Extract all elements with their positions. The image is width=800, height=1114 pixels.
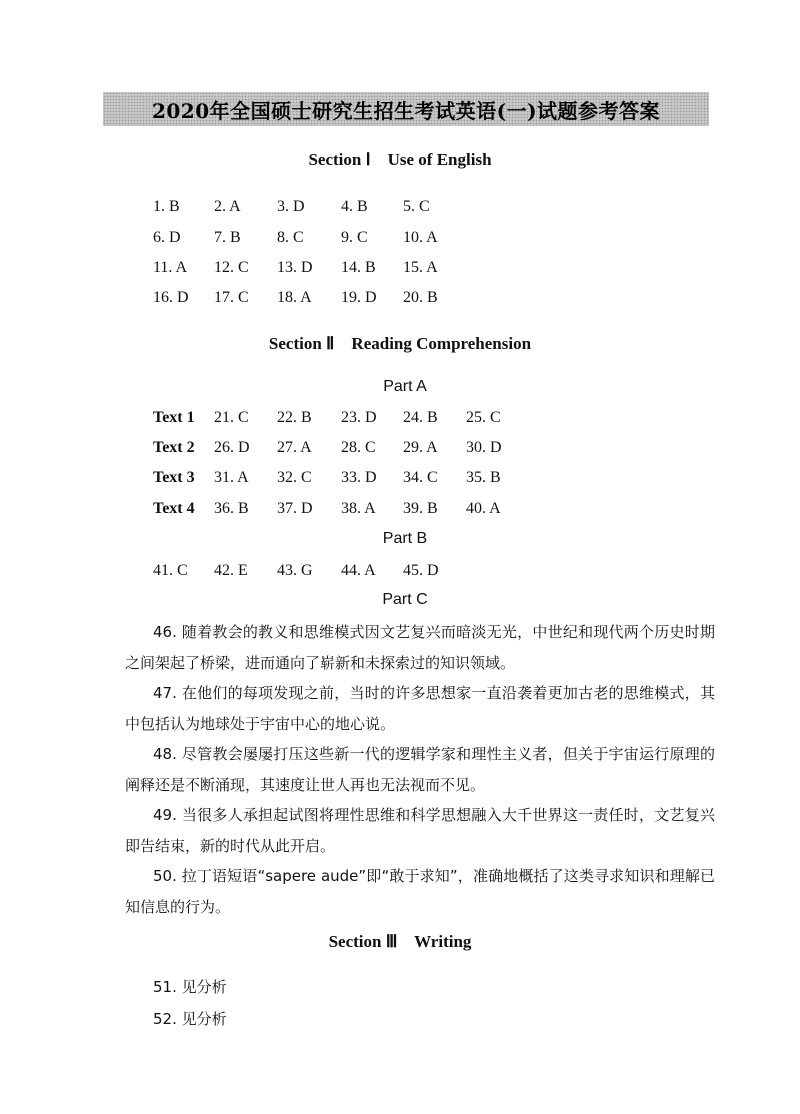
answer: 12. C [214,259,249,276]
translation-paragraph: 46. 随着教会的教义和思维模式因文艺复兴而暗淡无光，中世纪和现代两个历史时期之间架起了桥梁，进而通向了崭新和未探索过的知识领域。 [125,623,715,672]
translation-paragraph: 48. 尽管教会屡屡打压这些新一代的逻辑学家和理性主义者，但关于宇宙运行原理的阐释还是不断涌现，其速度让世人再也无法视而不见。 [125,745,715,794]
answer: 28. C [341,439,376,456]
answer: 26. D [214,439,250,456]
answer: 36. B [214,500,249,517]
answer: 33. D [341,469,377,486]
answer: 39. B [403,500,438,517]
answer: 8. C [277,229,304,246]
answer: 20. B [403,289,438,306]
answer: 30. D [466,439,502,456]
writing-answer: 51. 见分析 [153,978,227,996]
section-2-heading: Section Ⅱ Reading Comprehension [268,334,532,353]
part-a-heading: Part A [383,378,427,395]
answer: 44. A [341,562,376,579]
answer: 45. D [403,562,439,579]
answer: 7. B [214,229,241,246]
answer: 13. D [277,259,313,276]
answer: 2. A [214,198,241,215]
translation-paragraph: 49. 当很多人承担起试图将理性思维和科学思想融入大千世界这一责任时，文艺复兴即告结束，新的时代从此开启。 [125,806,715,855]
text-label: Text 4 [153,500,195,517]
writing-answer: 52. 见分析 [153,1010,227,1028]
answer: 15. A [403,259,438,276]
answer: 19. D [341,289,377,306]
answer: 5. C [403,198,430,215]
answer: 22. B [277,409,312,426]
answer: 16. D [153,289,189,306]
text-label: Text 1 [153,409,195,426]
answer: 34. C [403,469,438,486]
answer: 25. C [466,409,501,426]
translation-paragraph: 47. 在他们的每项发现之前，当时的许多思想家一直沿袭着更加古老的思维模式，其中包括认为地球处于宇宙中心的地心说。 [125,684,715,733]
text-label: Text 2 [153,439,195,456]
answer: 6. D [153,229,181,246]
translation-paragraph: 50. 拉丁语短语“sapere aude”即“敢于求知”，准确地概括了这类寻求知识和理解已知信息的行为。 [125,867,715,916]
answer: 3. D [277,198,305,215]
section-3-heading: Section Ⅲ Writing [328,932,472,951]
part-b-heading: Part B [382,530,428,547]
answer: 24. B [403,409,438,426]
answer: 9. C [341,229,368,246]
answer: 1. B [153,198,180,215]
answer: 35. B [466,469,501,486]
answer: 40. A [466,500,501,517]
answer: 29. A [403,439,438,456]
answer: 10. A [403,229,438,246]
answer: 43. G [277,562,313,579]
answer: 27. A [277,439,312,456]
answer: 42. E [214,562,248,579]
answer: 18. A [277,289,312,306]
answer: 38. A [341,500,376,517]
section-1-heading: Section Ⅰ Use of English [308,150,492,169]
answer: 21. C [214,409,249,426]
answer: 4. B [341,198,368,215]
answer: 23. D [341,409,377,426]
text-label: Text 3 [153,469,195,486]
answer: 11. A [153,259,188,276]
answer: 32. C [277,469,312,486]
answer: 17. C [214,289,249,306]
answer: 14. B [341,259,376,276]
answer: 37. D [277,500,313,517]
answer: 31. A [214,469,249,486]
page-title: 2020年全国硕士研究生招生考试英语(一)试题参考答案 [151,98,661,123]
answer: 41. C [153,562,188,579]
part-c-heading: Part C [382,591,428,608]
title-banner [103,92,709,126]
